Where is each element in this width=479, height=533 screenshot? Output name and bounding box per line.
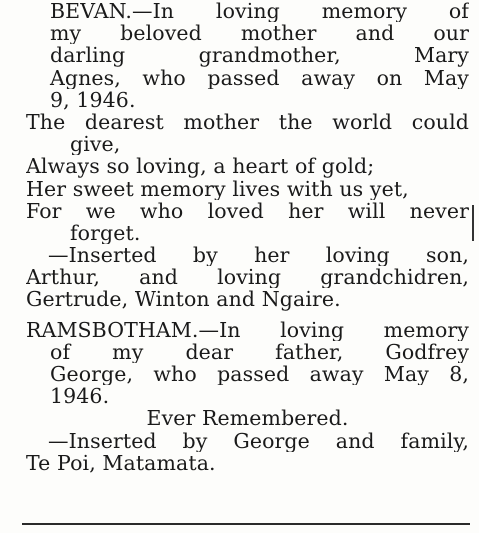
ramsbotham-inserted-line-1: —Inserted by George and family, <box>48 429 469 452</box>
ramsbotham-line-1: RAMSBOTHAM.—In loving memory <box>26 318 469 341</box>
verse-line-4: Her sweet memory lives with us yet, <box>26 177 409 200</box>
inserted-line-1: —Inserted by her loving son, <box>48 244 469 267</box>
bevan-line-1: BEVAN.—In loving memory of <box>50 0 469 23</box>
verse-line-5: For we who loved her will never <box>26 199 469 222</box>
ramsbotham-notice <box>26 319 469 474</box>
ramsbotham-inserted-line-2: Te Poi, Matamata. <box>26 451 216 474</box>
column-bottom-rule <box>22 523 470 525</box>
bevan-notice <box>26 0 469 311</box>
bevan-line-3: darling grandmother, Mary <box>50 44 469 67</box>
bevan-line-4: Agnes, who passed away on May <box>50 66 469 89</box>
inserted-line-2: Arthur, and loving grandchidren, <box>26 266 469 289</box>
inserted-line-3: Gertrude, Winton and Ngaire. <box>26 288 341 311</box>
ramsbotham-line-3: George, who passed away May 8, <box>50 363 469 386</box>
memorial-notices-column <box>26 0 469 474</box>
verse-line-2: give, <box>70 133 121 156</box>
verse-line-3: Always so loving, a heart of gold; <box>26 155 375 178</box>
verse-line-6: forget. <box>70 221 141 245</box>
notice-gap <box>26 311 469 319</box>
verse-line-1: The dearest mother the world could <box>26 110 469 134</box>
column-edge-rule <box>472 205 474 241</box>
bevan-line-2: my beloved mother and our <box>50 22 469 45</box>
bevan-line-5: 9, 1946. <box>50 88 136 111</box>
bevan-verse <box>26 111 469 244</box>
ramsbotham-line-2: of my dear father, Godfrey <box>50 340 469 363</box>
ramsbotham-verse: Ever Remembered. <box>146 407 349 430</box>
bevan-inserted-by <box>26 244 469 311</box>
ramsbotham-line-4: 1946. <box>50 385 110 408</box>
